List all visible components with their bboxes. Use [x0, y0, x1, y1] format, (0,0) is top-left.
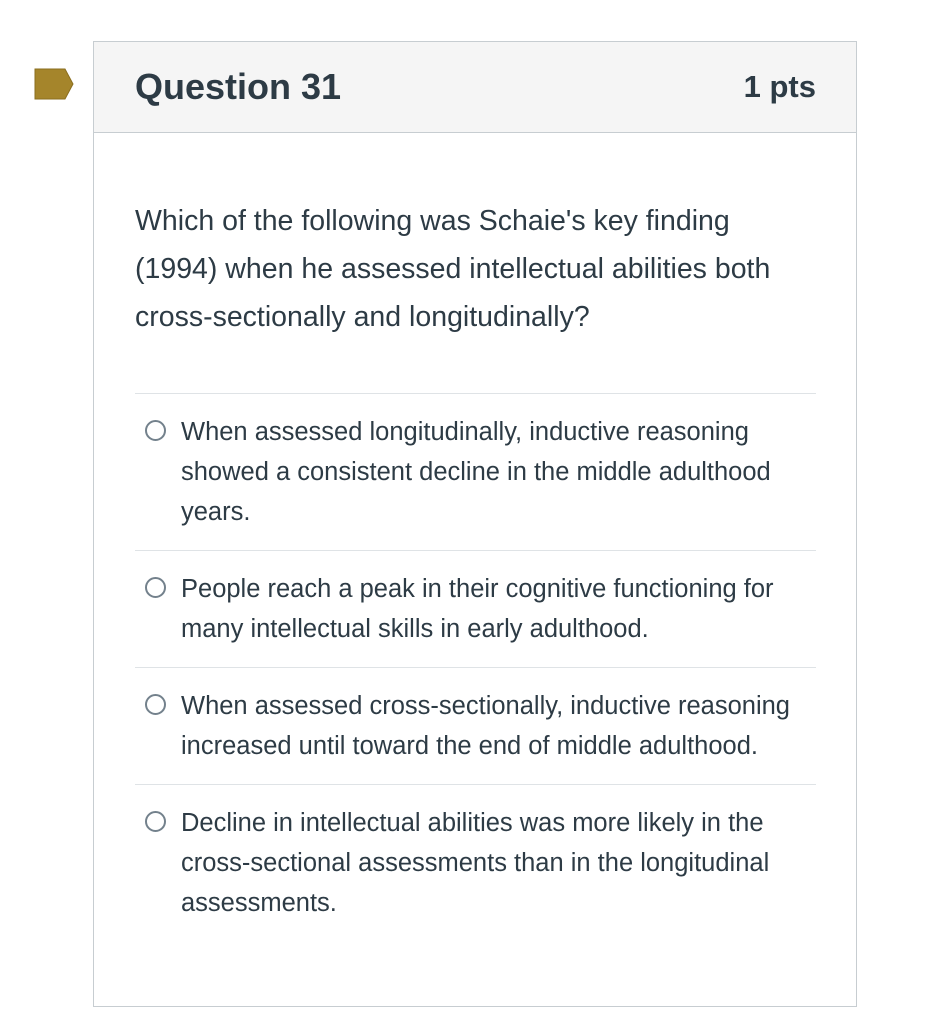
answer-label[interactable]: People reach a peak in their cognitive functioning for many intellectual skills in early adulthood.: [181, 575, 774, 643]
question-card: [93, 41, 857, 1007]
flag-question-icon[interactable]: [34, 68, 74, 100]
answer-label[interactable]: Decline in intellectual abilities was more likely in the cross-sectional assessments than in the longitudinal assessments.: [181, 809, 770, 917]
radio-button[interactable]: [145, 694, 166, 715]
answer-label[interactable]: When assessed longitudinally, inductive reasoning showed a consistent decline in the middle adulthood years.: [181, 418, 771, 526]
answer-list: [135, 393, 816, 941]
answer-option[interactable]: [135, 550, 816, 667]
question-text: Which of the following was Schaie's key finding (1994) when he assessed intellectual abilities both cross-sectionally and longitudinally?: [135, 205, 771, 333]
radio-button[interactable]: [145, 811, 166, 832]
answer-label[interactable]: When assessed cross-sectionally, inductive reasoning increased until toward the end of middle adulthood.: [181, 692, 790, 760]
question-body: [94, 197, 856, 941]
answer-option[interactable]: [135, 784, 816, 941]
radio-button[interactable]: [145, 420, 166, 441]
radio-button[interactable]: [145, 577, 166, 598]
question-points: 1 pts: [743, 69, 816, 104]
answer-option[interactable]: [135, 667, 816, 784]
answer-option[interactable]: [135, 393, 816, 550]
question-title: Question 31: [135, 66, 342, 107]
question-header: [94, 42, 856, 133]
